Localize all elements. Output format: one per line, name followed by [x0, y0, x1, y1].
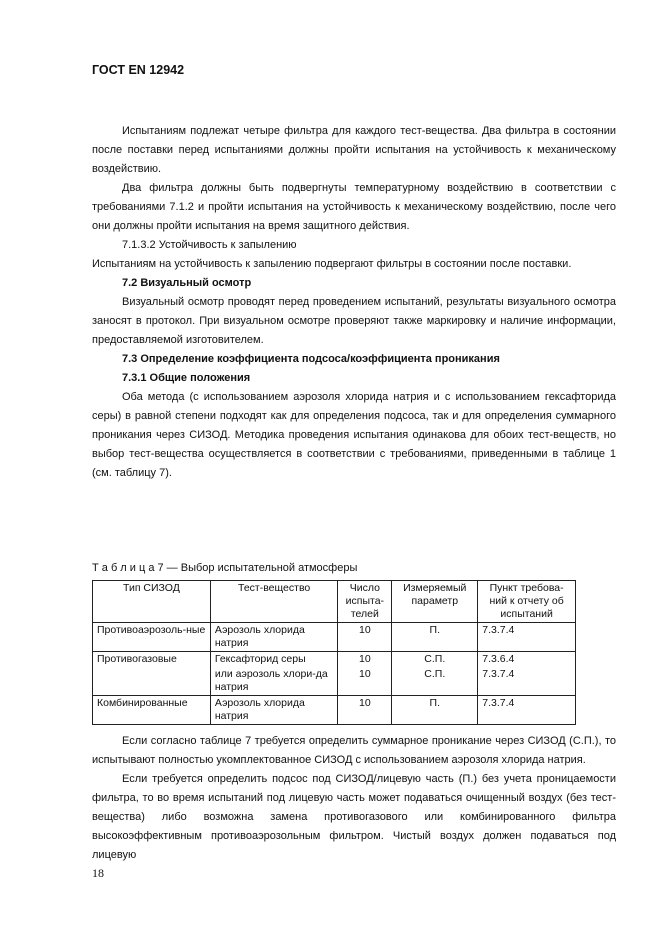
- table-cell: С.П.: [392, 667, 478, 696]
- page-number: 18: [92, 866, 104, 880]
- section-heading: 7.3 Определение коэффициента подсоса/коэффициента проникания: [122, 353, 500, 365]
- table-cell: Гексафторид серы: [210, 652, 338, 668]
- paragraph: Визуальный осмотр проводят перед проведением испытаний, результаты визуального осмотра заносят в протокол. При визуальном осмотре проверяют также маркировку и наличие информации, предоставляемой изготовителем.: [92, 296, 616, 346]
- table-cell: 10: [338, 667, 392, 696]
- table-cell: или аэрозоль хлори-да натрия: [210, 667, 338, 696]
- table-caption: Т а б л и ц а 7 — Выбор испытательной атмосферы: [92, 562, 358, 574]
- table-row: [93, 696, 576, 725]
- table-cell: П.: [392, 696, 478, 725]
- table-cell: 7.3.7.4: [478, 623, 576, 652]
- paragraph: Испытаниям подлежат четыре фильтра для каждого тест-вещества. Два фильтра в состоянии после поставки перед испытаниями должны пройти испытания на устойчивость к механическому воздействию.: [92, 125, 616, 175]
- paragraph: Если согласно таблице 7 требуется определить суммарное проникание через СИЗОД (С.П.), то испытывают полностью укомплектованное СИЗОД с использованием аэрозоля хлорида натрия.: [92, 735, 616, 766]
- paragraph: Оба метода (с использованием аэрозоля хлорида натрия и с использованием гексафторида серы) в равной степени подходят как для определения подсоса, так и для определения суммарного проникания через СИЗОД. Методика проведения испытания одинакова для обоих тест-веществ, но выбор тест-вещества осуществляется в соответствии с требованиями, приведенными в таблице 1 (см. таблицу 7).: [92, 391, 616, 479]
- table-cell: Противогазовые: [93, 652, 211, 668]
- paragraph: Два фильтра должны быть подвергнуты температурному воздействию в соответствии с требованиями 7.1.2 и пройти испытания на устойчивость к механическому воздействию, после чего они должны пройти испытания на время защитного действия.: [92, 182, 616, 232]
- table-cell: 10: [338, 696, 392, 725]
- section-heading: 7.1.3.2 Устойчивость к запылению: [122, 239, 297, 251]
- table-cell: Аэрозоль хлорида натрия: [210, 696, 338, 725]
- section-heading: 7.2 Визуальный осмотр: [122, 277, 252, 289]
- table-cell: Комбинированные: [93, 696, 211, 725]
- column-header: Тест-вещество: [210, 581, 338, 623]
- table-cell: 10: [338, 623, 392, 652]
- table-cell: С.П.: [392, 652, 478, 668]
- table-row: [93, 652, 576, 668]
- document-header: ГОСТ EN 12942: [92, 63, 185, 77]
- table-cell: 7.3.6.4: [478, 652, 576, 668]
- column-header: Измеряемый параметр: [392, 581, 478, 623]
- table-cell: Аэрозоль хлорида натрия: [210, 623, 338, 652]
- table-header-row: [93, 581, 576, 623]
- table-cell: Противоаэрозоль-ные: [93, 623, 211, 652]
- paragraph: Испытаниям на устойчивость к запылению подвергают фильтры в состоянии после поставки.: [92, 258, 572, 270]
- column-header: Пункт требова-ний к отчету об испытаний: [478, 581, 576, 623]
- table-row: [93, 667, 576, 696]
- table-cell: 7.3.7.4: [478, 696, 576, 725]
- table-row: [93, 623, 576, 652]
- section-heading: 7.3.1 Общие положения: [122, 372, 251, 384]
- table-cell: 7.3.7.4: [478, 667, 576, 696]
- table-cell: 10: [338, 652, 392, 668]
- column-header: Тип СИЗОД: [93, 581, 211, 623]
- column-header: Число испыта-телей: [338, 581, 392, 623]
- paragraph: Если требуется определить подсос под СИЗОД/лицевую часть (П.) без учета проницаемости фильтра, то во время испытаний под лицевую часть может подаваться очищенный воздух (без тест-вещества) либо возможна замена противогазового или комбинированного фильтра высокоэффективным противоаэрозольным фильтром. Чистый воздух должен подаваться под лицевую: [92, 773, 616, 861]
- table-cell: П.: [392, 623, 478, 652]
- test-atmosphere-table: [92, 580, 576, 725]
- table-cell: [93, 667, 211, 696]
